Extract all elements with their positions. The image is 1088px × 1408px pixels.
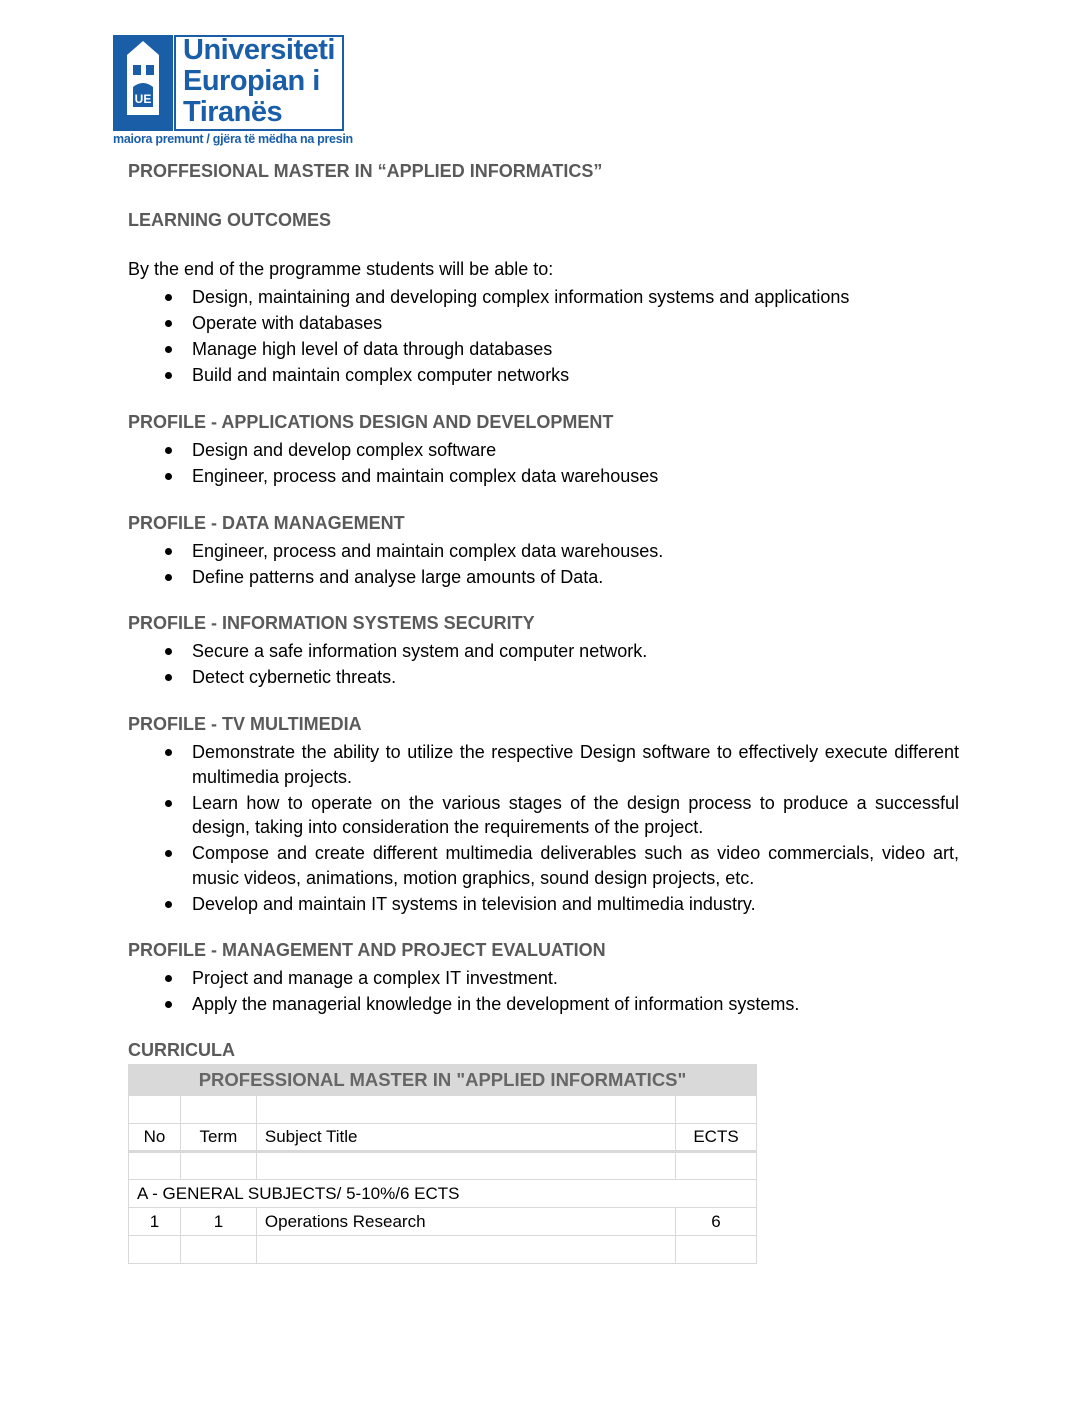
list-item: Demonstrate the ability to utilize the respective Design software to effectively execute different multimedia projects. (128, 740, 959, 789)
list-item: Learn how to operate on the various stages of the design process to produce a successful design, taking into consideration the requirements of the project. (128, 791, 959, 840)
table-cell (180, 1096, 256, 1124)
profile-list-applications (128, 438, 959, 490)
learning-outcomes-list (128, 285, 959, 389)
curricula-table (128, 1064, 757, 1264)
profile-heading-tv-multimedia: PROFILE - TV MULTIMEDIA (128, 714, 362, 734)
cell-ects: 6 (676, 1208, 757, 1236)
profile-heading-management: PROFILE - MANAGEMENT AND PROJECT EVALUATION (128, 940, 606, 960)
profile-heading-security: PROFILE - INFORMATION SYSTEMS SECURITY (128, 613, 535, 633)
profile-heading-data-management: PROFILE - DATA MANAGEMENT (128, 513, 405, 533)
university-logo (113, 34, 353, 150)
svg-text:UE: UE (134, 92, 152, 106)
table-cell (129, 1096, 181, 1124)
table-row (129, 1096, 757, 1124)
column-header-no: No (129, 1124, 181, 1152)
table-cell (256, 1096, 675, 1124)
logo-name-line-1: Universiteti (183, 34, 335, 66)
cell-subject: Operations Research (256, 1208, 675, 1236)
cell-no: 1 (129, 1208, 181, 1236)
profile-list-tv-multimedia (128, 740, 959, 918)
list-item: Secure a safe information system and computer network. (128, 639, 959, 664)
learning-outcomes-heading: LEARNING OUTCOMES (128, 210, 332, 230)
table-cell (180, 1236, 256, 1264)
logo-motto: maiora premunt / gjëra të mëdha na presin (113, 132, 353, 146)
profile-list-security (128, 639, 959, 691)
column-header-ects: ECTS (676, 1124, 757, 1152)
list-item: Compose and create different multimedia deliverables such as video commercials, video art, music videos, animations, motion graphics, sound design projects, etc. (128, 841, 959, 890)
section-label: A - GENERAL SUBJECTS/ 5-10%/6 ECTS (129, 1180, 757, 1208)
logo-name (183, 35, 335, 128)
list-item: Design and develop complex software (128, 438, 959, 463)
table-row (129, 1208, 757, 1236)
list-item: Operate with databases (128, 311, 959, 336)
list-item: Detect cybernetic threats. (128, 665, 959, 690)
table-cell (676, 1096, 757, 1124)
table-cell (129, 1152, 181, 1180)
cell-term: 1 (180, 1208, 256, 1236)
list-item: Develop and maintain IT systems in television and multimedia industry. (128, 892, 959, 917)
column-header-term: Term (180, 1124, 256, 1152)
table-cell (256, 1236, 675, 1264)
logo-emblem-icon (113, 35, 173, 131)
column-header-subject: Subject Title (256, 1124, 675, 1152)
list-item: Design, maintaining and developing complex information systems and applications (128, 285, 959, 310)
table-title: PROFESSIONAL MASTER IN "APPLIED INFORMATICS" (129, 1065, 757, 1096)
profile-list-management (128, 966, 959, 1018)
table-section-row (129, 1180, 757, 1208)
list-item: Engineer, process and maintain complex data warehouses. (128, 539, 959, 564)
learning-outcomes-intro: By the end of the programme students will be able to: (128, 259, 554, 279)
profile-heading-applications: PROFILE - APPLICATIONS DESIGN AND DEVELOPMENT (128, 412, 614, 432)
table-cell (676, 1152, 757, 1180)
table-cell (129, 1236, 181, 1264)
table-row (129, 1152, 757, 1180)
document-title: PROFFESIONAL MASTER IN “APPLIED INFORMATICS” (128, 161, 603, 181)
list-item: Build and maintain complex computer networks (128, 363, 959, 388)
list-item: Project and manage a complex IT investment. (128, 966, 959, 991)
table-cell (180, 1152, 256, 1180)
list-item: Define patterns and analyse large amounts of Data. (128, 565, 959, 590)
table-row (129, 1236, 757, 1264)
table-cell (676, 1236, 757, 1264)
list-item: Manage high level of data through databases (128, 337, 959, 362)
table-header-row (129, 1124, 757, 1152)
logo-name-line-2: Europian i (183, 65, 320, 97)
list-item: Engineer, process and maintain complex data warehouses (128, 464, 959, 489)
logo-name-line-3: Tiranës (183, 96, 283, 128)
list-item: Apply the managerial knowledge in the development of information systems. (128, 992, 959, 1017)
table-cell (256, 1152, 675, 1180)
profile-list-data-management (128, 539, 959, 591)
curricula-heading: CURRICULA (128, 1040, 235, 1060)
